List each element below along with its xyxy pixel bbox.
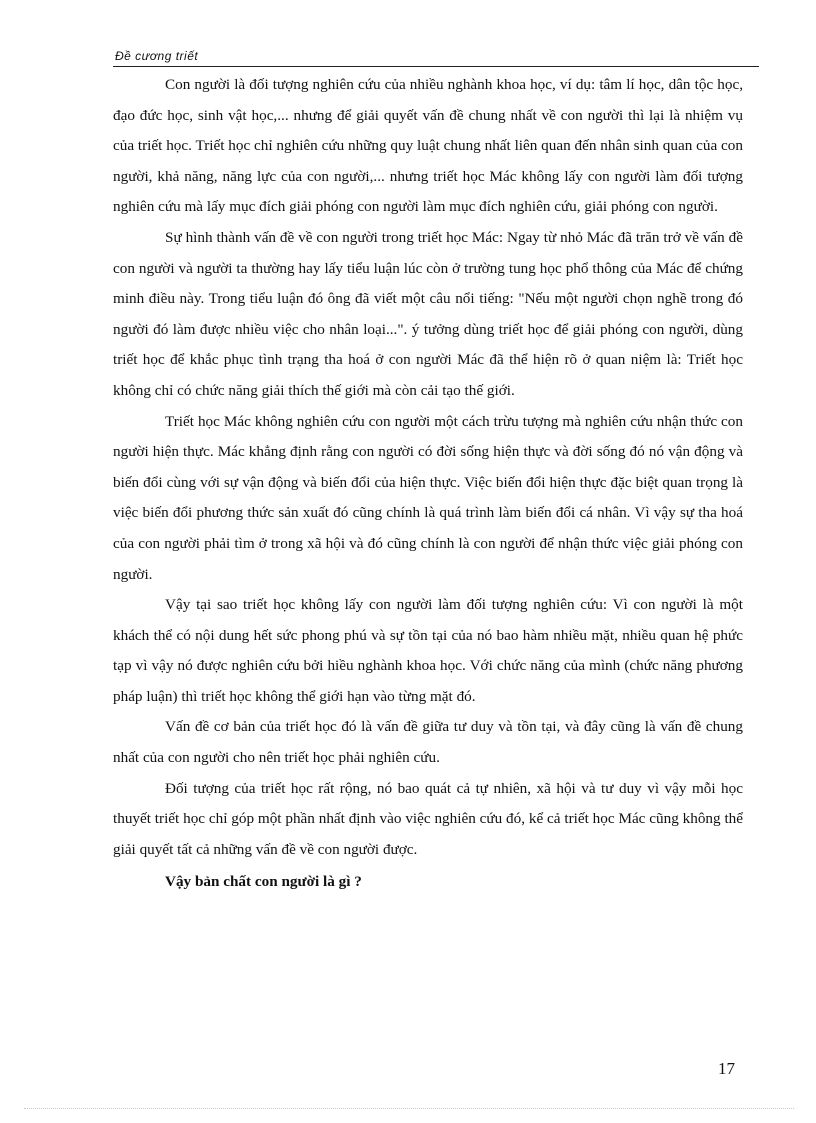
- paragraph-3: Triết học Mác không nghiên cứu con người một cách trừu tượng mà nghiên cứu nhận thức con người hiện thực. Mác khẳng định rằng con người có đời sống hiện thực và đời sống đó nó vận động và biến đổi cùng với sự vận động và biến đổi của hiện thực. Việc biến đổi hiện thực đặc biệt quan trọng là việc biến đổi phương thức sản xuất đó cũng chính là quá trình làm biến đổi cá nhân. Vì vậy sự tha hoá của con người phải tìm ở trong xã hội và đó cũng chính là con người để nhận thức việc giải phóng con người.: [113, 412, 743, 583]
- document-body: [113, 70, 743, 898]
- paragraph-5: Vấn đề cơ bản của triết học đó là vấn đề giữa tư duy và tồn tại, và đây cũng là vấn đề chung nhất của con người cho nên triết học phải nghiên cứu.: [113, 718, 743, 767]
- page-header: [113, 46, 759, 67]
- section-question: Vậy bản chất con người là gì ?: [165, 873, 362, 891]
- paragraph-4: Vậy tại sao triết học không lấy con người làm đối tượng nghiên cứu: Vì con người là một khách thể có nội dung hết sức phong phú và sự tồn tại của nó bao hàm nhiều mặt, nhiều quan hệ phức tạp vì vậy nó được nghiên cứu bởi hiều nghành khoa học. Với chức năng của mình (chức năng phương pháp luận) thì triết học không thể giới hạn vào từng mặt đó.: [113, 596, 743, 705]
- paragraph-6: Đối tượng của triết học rất rộng, nó bao quát cả tự nhiên, xã hội và tư duy vì vậy mỗi học thuyết triết học chỉ góp một phần nhất định vào việc nghiên cứu đó, kể cả triết học Mác cũng không thể giải quyết tất cả những vấn đề về con người được.: [113, 779, 743, 858]
- paragraph-1: Con người là đối tượng nghiên cứu của nhiều nghành khoa học, ví dụ: tâm lí học, dân tộc học, đạo đức học, sinh vật học,... nhưng để giải quyết vấn đề chung nhất về con người thì lại là nhiệm vụ của triết học. Triết học chỉ nghiên cứu những quy luật chung nhất liên quan đến nhân sinh quan của con người, khả năng, năng lực của con người,... nhưng triết học Mác không lấy con người làm đối tượng nghiên cứu mà lấy mục đích giải phóng con người làm mục đích nghiên cứu, giải phóng con người.: [113, 76, 743, 216]
- header-title: Đề cương triết: [115, 49, 199, 63]
- paragraph-2: Sự hình thành vấn đề về con người trong triết học Mác: Ngay từ nhỏ Mác đã trăn trở về vấn đề con người và người ta thường hay lấy tiểu luận lúc còn ở trường tung học phổ thông của Mác để chứng minh điều này. Trong tiểu luận đó ông đã viết một câu nổi tiếng: "Nếu một người chọn nghề trong đó người đó làm được nhiều việc cho nhân loại...". ý tưởng dùng triết học để giải phóng con người, dùng triết học để khắc phục tình trạng tha hoá ở con người Mác đã thể hiện rõ ở quan niệm là: Triết học không chỉ có chức năng giải thích thế giới mà còn cải tạo thế giới.: [113, 228, 743, 399]
- page-bottom-divider: [24, 1108, 794, 1109]
- page-number: 17: [718, 1059, 735, 1078]
